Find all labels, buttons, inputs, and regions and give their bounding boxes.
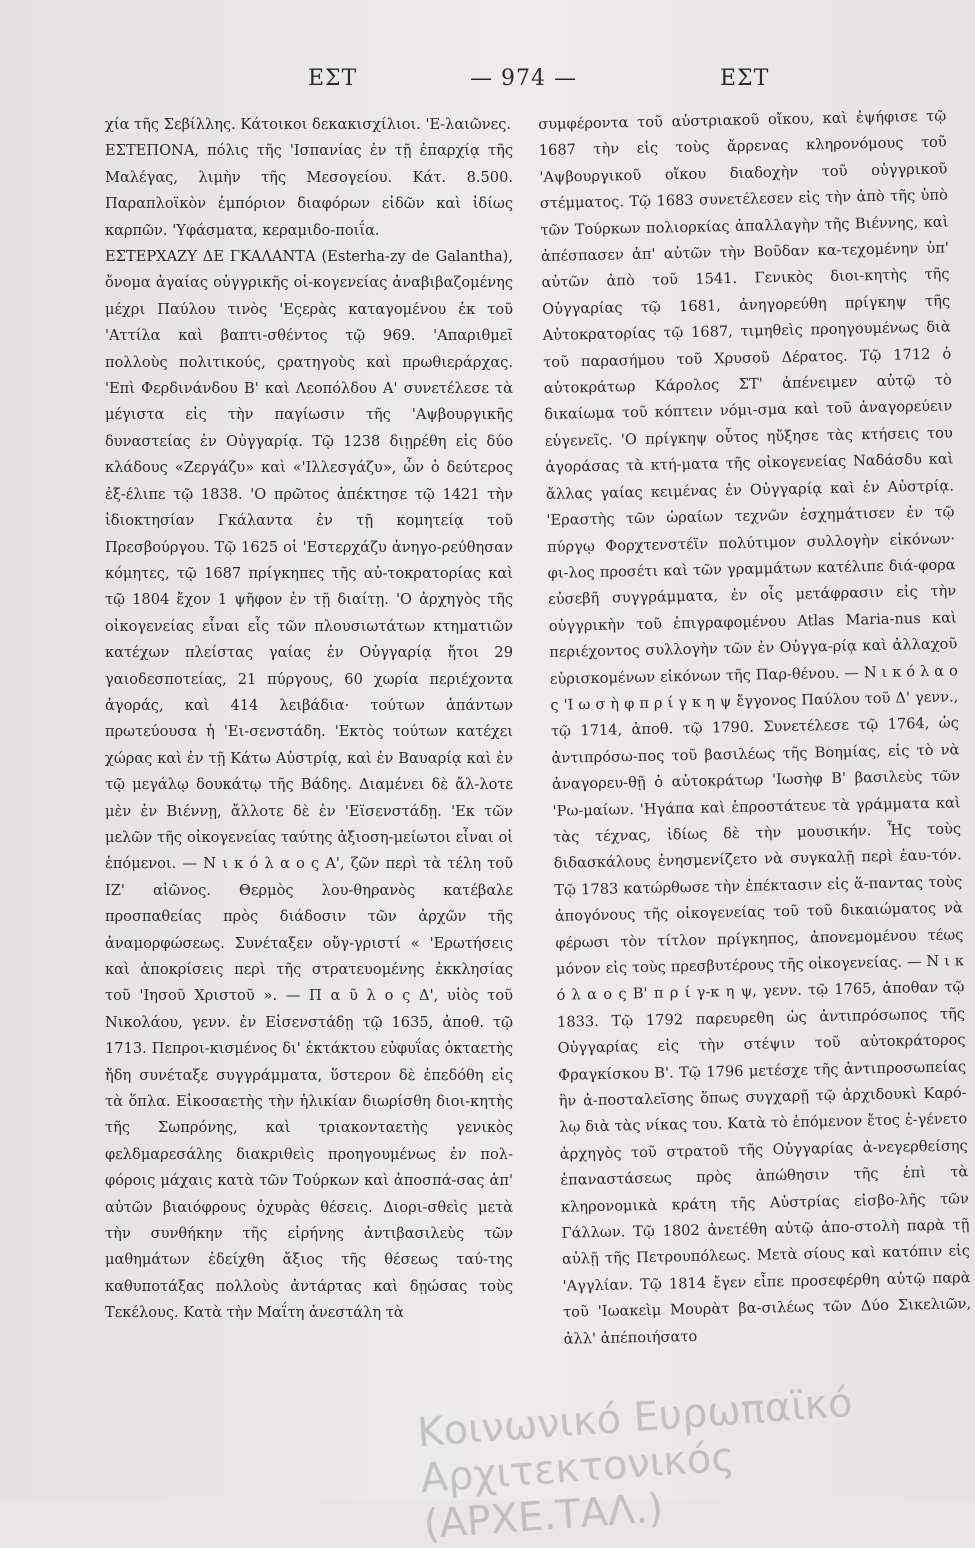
page-number: — 974 — [470, 66, 577, 91]
left-paragraph: ΕΣΤΕΠΟΝΑ, πόλις τῆς 'Ισπανίας ἐν τῇ ἐπαρχίᾳ τῆς Μαλέγας, λιμὴν τῆς Μεσογείου. Κάτ. 8.500. Παραπλοϊκὸν ἐμπόριον διαφόρων εἰδῶν καὶ ἰδίως καρπῶν. 'Υφάσματα, κεραμιδο-ποιΐα. [105, 142, 513, 239]
header-right-entry: ΕΣΤ [720, 66, 770, 91]
right-paragraph: συμφέροντα τοῦ αὐστριακοῦ οἴκου, καὶ ἐψήφισε τῷ 1687 τὴν εἰς τοὺς ἄρρενας κληρονόμους τοῦ 'Αψβουργικοῦ οἴκου διαδοχὴν τοῦ οὐγγρικοῦ στέμματος. Τῷ 1683 συνετέλεσεν εἰς τὴν ἀπὸ τῆς ὑπὸ τῶν Τούρκων πολιορκίας ἀπαλλαγὴν τῆς Βιέννης, καὶ ἀπέσπασεν ἀπ' αὐτῶν τὴν Βοῦδαν κα-τεχομένην ὑπ' αὐτῶν ἀπὸ τοῦ 1541. Γενικὸς διοι-κητὴς τῆς Οὐγγαρίας τῷ 1681, ἀνηγορεύθη πρίγκηψ τῆς Αὐτοκρατορίας τῷ 1687, τιμηθεὶς προηγουμένως διὰ τοῦ παρασήμου τοῦ Χρυσοῦ Δέρατος. Τῷ 1712 ὁ αὐτοκράτωρ Κάρολος ΣΤ' ἀπένειμεν αὐτῷ τὸ δικαίωμα τοῦ κόπτειν νόμι-σμα καὶ τοῦ ἀναγορεύειν εὐγενεῖς. 'Ο πρίγκηψ οὗτος ηὔξησε τὰς κτήσεις του ἀγοράσας τὰ κτή-ματα τῆς οἰκογενείας Ναδάσδυ καὶ ἄλλας γαίας κειμένας ἐν Οὐγγαρίᾳ καὶ ἐν Αὐστρίᾳ. 'Εραστὴς τῶν ὡραίων τεχνῶν ἐσχημάτισεν ἐν τῷ πύργῳ Φορχτενστέϊν πολύτιμον συλλογὴν εἰκόνων· φι-λος προσέτι καὶ τῶν γραμμάτων κατέλιπε διά-φορα εὐσεβῆ συγγράμματα, ἐν οἷς μετάφρασιν εἰς τὴν οὐγγρικὴν τοῦ ἐπιγραφομένου Atlas Maria-nus καὶ περιέχοντος συλλογὴν τῶν ἐν Οὐγγα-ρίᾳ καὶ ἀλλαχοῦ εὑρισκομένων εἰκόνων τῆς Παρ-θένου. — Ν ι κ ό λ α ο ς 'Ι ω σ ὴ φ π ρ ί γ κ η ψ ἔγγονος Παύλου τοῦ Δ' γενν., τῷ 1714, ἀποθ. τῷ 1790. Συνετέλεσε τῷ 1764, ὡς ἀντιπρόσω-πος τοῦ βασιλέως τῆς Βοημίας, εἰς τὸ νὰ ἀναγορευ-θῇ ὁ αὐτοκράτωρ 'Ιωσὴφ Β' βασιλεὺς τῶν 'Ρω-μαίων. 'Ηγάπα καὶ ἐπροστάτευε τὰ γράμματα καὶ τὰς τέχνας, ἰδίως δὲ τὴν μουσικήν. Ἧς τοὺς διδασκάλους ἐνησμενίζετο νὰ συγκαλῇ περὶ ἑαυ-τόν. Τῷ 1783 κατώρθωσε τὴν ἐπέκτασιν εἰς ἅ-παντας τοὺς ἀπογόνους τῆς οἰκογενείας τοῦ τοῦ δικαιώματος νὰ φέρωσι τὸν τίτλον πρίγκηπος, ἀπονεμομένου τέως μόνον εἰς τοὺς πρεσβυτέρους τῆς οἰκογενείας. — Ν ι κ ό λ α ο ς Β' π ρ ί γ-κ η ψ, γενν. τῷ 1765, ἀποθαν τῷ 1833. Τῷ 1792 παρευρεθη ὡς ἀντιπρόσωπος τῆς Οὐγγαρίας εἰς τὴν στέψιν τοῦ αὐτοκράτορος Φραγκίσκου Β'. Τῷ 1796 μετέσχε τῆς ἀντιπροσωπείας ἣν ἀ-ποσταλεῖσης ὅπως συγχαρῇ τῷ ἀρχιδουκὶ Καρό-λῳ διὰ τὰς νίκας του. Κατὰ τὸ ἑπόμενον ἔτος ἐ-γένετο ἀρχηγὸς τοῦ στρατοῦ τῆς Οὐγγαρίας ἀ-νεγερθείσης ἐπαναστάσεως πρὸς ἀπώθησιν τῆς ἐπὶ τὰ κληρονομικὰ κράτη τῆς Αὐστρίας εἰσβο-λῆς τῶν Γάλλων. Τῷ 1802 ἀνετέθη αὐτῷ ἀπο-στολὴ παρὰ τῇ αὐλῇ τῆς Πετρουπόλεως. Μετὰ σίους καὶ κατόπιν εἰς 'Αγγλίαν. Τῷ 1814 ἔγεν εἶπε προσεφέρθη αὐτῷ παρὰ τοῦ 'Ιωακεὶμ Μουρὰτ βα-σιλέως τῶν Δύο Σικελιῶν, ἀλλ' ἀπέποιήσατο [538, 107, 972, 1348]
right-text-column [538, 103, 972, 1352]
left-paragraph: ΕΣΤΕΡΧΑΖΥ ΔΕ ΓΚΑΛΑΝΤΑ (Esterha-zy de Galantha), ὄνομα ἀγαίας οὐγγρικῆς οἰ-κογενείας ἀναβιβαζομένης μέχρι Παύλου τινὸς 'Εςερὰς καταγομένου ἐκ τοῦ 'Αττίλα καὶ βαπτι-σθέντος τῷ 969. 'Απαριθμεῖ πολλοὺς πολιτικούς, ςρατηγοὺς καὶ πρωθιεράρχας. 'Επὶ Φερδινάνδου Β' καὶ Λεοπόλδου Α' συνετέλεσε τὰ μέγιστα εἰς τὴν παγίωσιν τῆς 'Αψβουργικῆς δυναστείας ἐν Οὐγγαρίᾳ. Τῷ 1238 διῃρέθη εἰς δύο κλάδους «Ζεργάζυ» καὶ «'Ιλλεσγάζυ», ὧν ὁ δεύτερος ἐξ-έλιπε τῷ 1838. 'Ο πρῶτος ἀπέκτησε τῷ 1421 τὴν ἰδιοκτησίαν Γκάλαντα ἐν τῇ κομητείᾳ τοῦ Πρεσβούργου. Τῷ 1625 οἱ 'Εστερχάζυ ἀνηγο-ρεύθησαν κόμητες, τῷ 1687 πρίγκηπες τῆς αὐ-τοκρατορίας καὶ τῷ 1804 ἔχον 1 ψῆφον ἐν τῇ διαίτῃ. 'Ο ἀρχηγὸς τῆς οἰκογενείας εἶναι εἷς τῶν πλουσιωτάτων κτηματιῶν κατέχων πλείστας γαίας ἐν Οὐγγαρίᾳ ἤτοι 29 γαιοδεσποτείας, 21 πύργους, 60 χωρία περιέχοντα ἀγοράς, καὶ 414 λειβάδια· τούτων ἁπάντων πρωτεύουσα ἡ 'Ει-σενστάδη. 'Εκτὸς τούτων κατέχει χώρας καὶ ἐν τῇ Κάτω Αὐστρίᾳ, καὶ ἐν Βαυαρίᾳ καὶ ἐν τῷ μεγάλῳ δουκάτῳ τῆς Βάδης. Διαμένει δὲ ἄλ-λοτε μὲν ἐν Βιέννῃ, ἄλλοτε δὲ ἐν 'Εϊσενστάδῃ. 'Εκ τῶν μελῶν τῆς οἰκογενείας ταύτης ἀξιοση-μείωτοι εἶναι οἱ ἑπόμενοι. — Ν ι κ ό λ α ο ς Α', ζῶν περὶ τὰ τέλη τοῦ ΙΖ' αἰῶνος. Θερμὸς λου-θηρανὸς κατέβαλε προσπαθείας πρὸς διάδοσιν τῶν ἀρχῶν τῆς ἀναμορφώσεως. Συνέταξεν οὔγ-γριστί « 'Ερωτήσεις καὶ ἀποκρίσεις περὶ τῆς στρατευομένης ἐκκλησίας τοῦ 'Ιησοῦ Χριστοῦ ». — Π α ῦ λ ο ς Δ', υἱὸς τοῦ Νικολάου, γενν. ἐν Εἰσενστάδῃ τῷ 1635, ἀποθ. τῷ 1713. Πεπροι-κισμένος δι' ἐκτάκτου εὐφυΐας ὀκταετὴς ἤδη συνέταξε συγγράμματα, ὕστερον δὲ ἐπεδόθη εἰς τὰ ὅπλα. Εἰκοσαετὴς τὴν ἡλικίαν διωρίσθη διοι-κητὴς τῆς Σωπρόνης, καὶ τριακονταετὴς γενικὸς φελδμαρεσάλης διακριθεὶς προηγουμένως ἐν πολ-φόροις μάχαις κατὰ τῶν Τούρκων καὶ ἀποσπά-σας ἀπ' αὐτῶν βιαιόφρους ὀχυρὰς θέσεις. Διορι-σθεὶς μετὰ τὴν συνθήκην τῆς εἰρήνης ἀντιβασιλεὺς τῶν μαθημάτων ἐδείχθη ἄξιος τῆς θέσεως ταύ-της καθυποτάξας πολλοὺς ἀντάρτας καὶ δῃώσας τοὺς Τεκέλους. Κατὰ τὴν Μαΐτη ἀνεστάλη τὰ [105, 248, 513, 1322]
page-header [0, 66, 975, 96]
left-text-column [105, 112, 513, 1327]
left-paragraph: χία τῆς Σεβίλλης. Κάτοικοι δεκακισχίλιοι. 'Ε-λαιῶνες. [105, 116, 512, 133]
library-watermark: Κοινωνικό Ευρωπαϊκό Αρχιτεκτονικός (ΑΡΧΕ.ΤΑΛ.) [415, 1379, 855, 1548]
header-left-entry: ΕΣΤ [308, 66, 358, 91]
